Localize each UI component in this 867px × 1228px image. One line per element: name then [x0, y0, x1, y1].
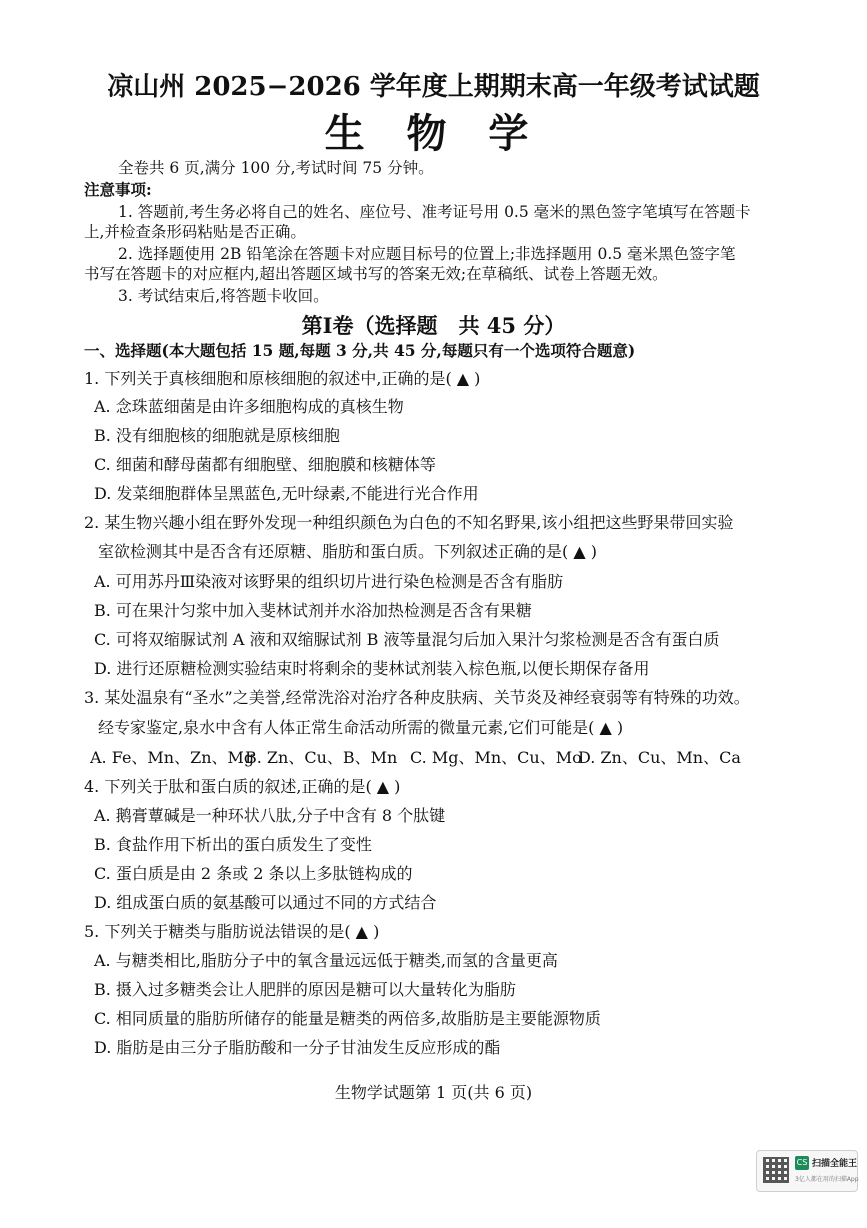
notice-line: 3. 考试结束后,将答题卡收回。 — [118, 287, 329, 305]
question-option: A. 念珠蓝细菌是由许多细胞构成的真核生物 — [94, 397, 404, 416]
question-option: D. 发菜细胞群体呈黑蓝色,无叶绿素,不能进行光合作用 — [94, 484, 479, 503]
question-option: B. 没有细胞核的细胞就是原核细胞 — [94, 426, 340, 445]
question-stem: 3. 某处温泉有“圣水”之美誉,经常洗浴对治疗各种皮肤病、关节炎及神经衰弱等有特殊的功效。 — [84, 688, 750, 707]
question-stem: 5. 下列关于糖类与脂肪说法错误的是( ▲ ) — [84, 922, 380, 941]
question-option: B. 食盐作用下析出的蛋白质发生了变性 — [94, 835, 372, 854]
scanner-app-name: 扫描全能王 — [812, 1159, 858, 1169]
scanner-app-slogan: 3亿人都在用的扫描App — [795, 1176, 859, 1183]
question-option: C. 可将双缩脲试剂 A 液和双缩脲试剂 B 液等量混匀后加入果汁匀浆检测是否含有蛋白质 — [94, 630, 720, 649]
notice-heading: 注意事项: — [84, 180, 152, 199]
question-stem-continued: 室欲检测其中是否含有还原糖、脂肪和蛋白质。下列叙述正确的是( ▲ ) — [98, 542, 597, 561]
question-stem: 2. 某生物兴趣小组在野外发现一种组织颜色为白色的不知名野果,该小组把这些野果带回实验 — [84, 513, 734, 532]
question-stem-continued: 经专家鉴定,泉水中含有人体正常生命活动所需的微量元素,它们可能是( ▲ ) — [98, 718, 624, 737]
scanner-watermark — [756, 1150, 858, 1192]
question-option: C. 细菌和酵母菌都有细胞壁、细胞膜和核糖体等 — [94, 455, 436, 474]
qr-code-icon — [763, 1157, 789, 1183]
notice-line: 书写在答题卡的对应框内,超出答题区域书写的答案无效;在草稿纸、试卷上答题无效。 — [84, 265, 668, 283]
question-option: D. 进行还原糖检测实验结束时将剩余的斐林试剂装入棕色瓶,以便长期保存备用 — [94, 659, 650, 678]
subject-title: 生 物 学 — [324, 110, 543, 157]
question-option: A. 与糖类相比,脂肪分子中的氧含量远远低于糖类,而氢的含量更高 — [94, 951, 558, 970]
question-option: A. 鹅膏蕈碱是一种环状八肽,分子中含有 8 个肽键 — [94, 806, 446, 825]
section-description: 一、选择题(本大题包括 15 题,每题 3 分,共 45 分,每题只有一个选项符合题意) — [84, 341, 636, 360]
question-stem: 4. 下列关于肽和蛋白质的叙述,正确的是( ▲ ) — [84, 777, 401, 796]
camscanner-logo-icon: CS — [795, 1156, 809, 1170]
notice-line: 2. 选择题使用 2B 铅笔涂在答题卡对应题目标号的位置上;非选择题用 0.5 毫米黑色签字笔 — [118, 245, 736, 263]
question-option: C. 相同质量的脂肪所储存的能量是糖类的两倍多,故脂肪是主要能源物质 — [94, 1009, 601, 1028]
question-option: D. 脂肪是由三分子脂肪酸和一分子甘油发生反应形成的酯 — [94, 1038, 501, 1057]
question-stem: 1. 下列关于真核细胞和原核细胞的叙述中,正确的是( ▲ ) — [84, 369, 481, 388]
question-option: B. Zn、Cu、B、Mn — [245, 748, 398, 767]
question-option: C. 蛋白质是由 2 条或 2 条以上多肽链构成的 — [94, 864, 413, 883]
question-option: D. 组成蛋白质的氨基酸可以通过不同的方式结合 — [94, 893, 437, 912]
notice-line: 上,并检查条形码粘贴是否正确。 — [84, 223, 306, 241]
question-option: B. 摄入过多糖类会让人肥胖的原因是糖可以大量转化为脂肪 — [94, 980, 516, 999]
question-option: C. Mg、Mn、Cu、Mo — [410, 748, 582, 767]
page-footer: 生物学试题第 1 页(共 6 页) — [334, 1083, 533, 1102]
exam-intro: 全卷共 6 页,满分 100 分,考试时间 75 分钟。 — [118, 159, 434, 177]
exam-title: 凉山州 2025−2026 学年度上期期末高一年级考试试题 — [107, 72, 760, 102]
notice-line: 1. 答题前,考生务必将自己的姓名、座位号、准考证号用 0.5 毫米的黑色签字笔填写在答题卡 — [118, 203, 751, 221]
section-title: 第Ⅰ卷（选择题 共 45 分） — [301, 313, 566, 338]
question-option: B. 可在果汁匀浆中加入斐林试剂并水浴加热检测是否含有果糖 — [94, 601, 532, 620]
question-option: A. Fe、Mn、Zn、Mg — [90, 748, 255, 767]
question-option: D. Zn、Cu、Mn、Ca — [578, 748, 741, 767]
question-option: A. 可用苏丹Ⅲ染液对该野果的组织切片进行染色检测是否含有脂肪 — [94, 572, 564, 591]
